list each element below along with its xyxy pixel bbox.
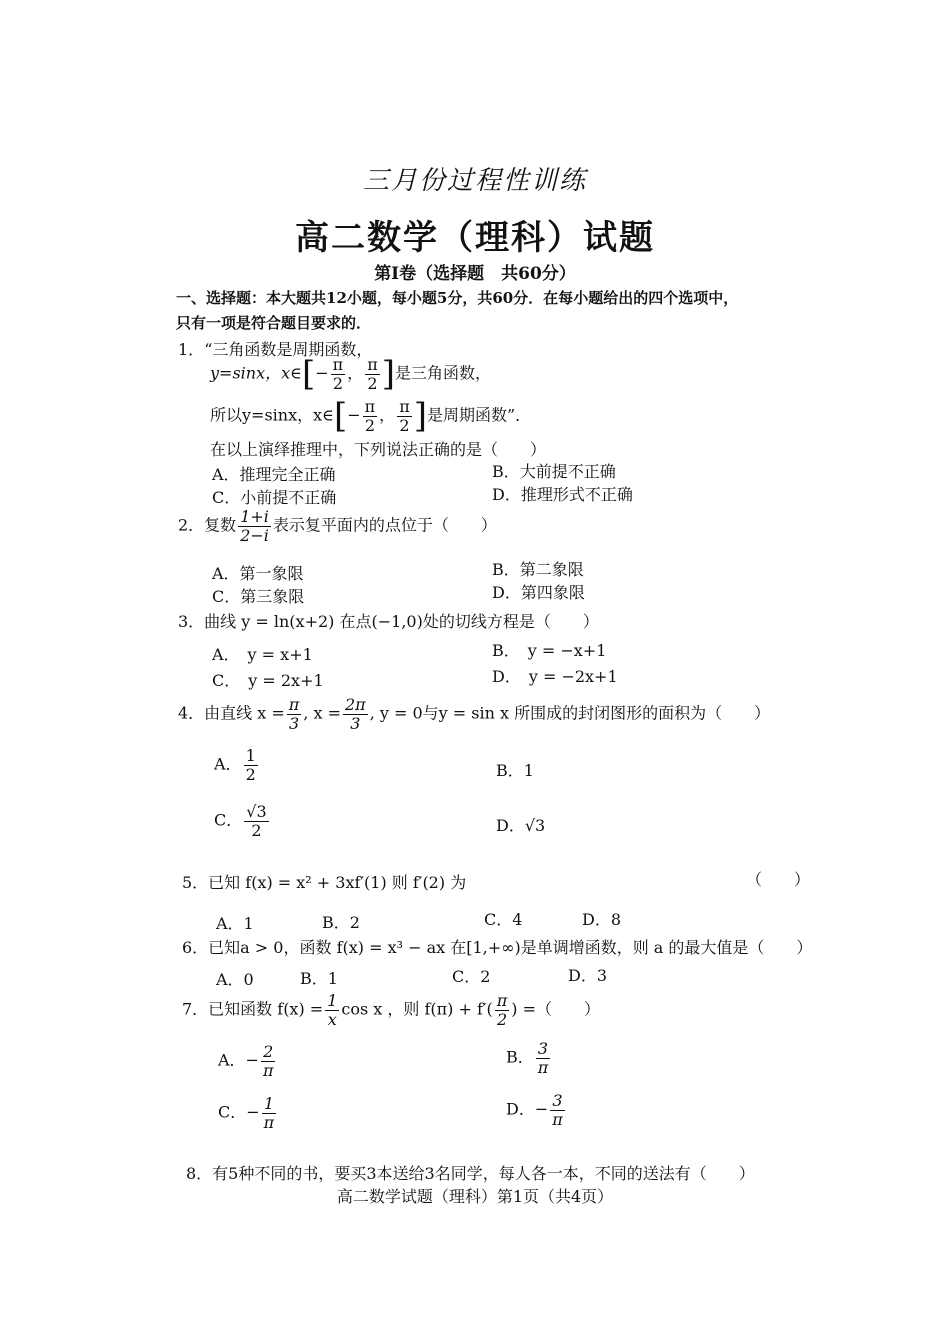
fraction-denominator: π bbox=[263, 1112, 275, 1132]
fraction-denominator: 2 bbox=[251, 820, 262, 840]
option-label: C．− bbox=[218, 1102, 260, 1122]
fraction-denominator: 3 bbox=[350, 713, 361, 733]
question-text: 4．由直线 x = bbox=[178, 703, 285, 723]
option-label: A．− bbox=[218, 1050, 259, 1070]
q4-option-c bbox=[214, 803, 271, 839]
fraction bbox=[363, 398, 378, 434]
fraction-numerator: 1 bbox=[245, 746, 256, 765]
left-bracket: [ bbox=[333, 396, 348, 437]
option-label: C． bbox=[214, 810, 243, 830]
question-text: 7．已知函数 f(x) = bbox=[182, 999, 324, 1019]
fraction-numerator: π bbox=[399, 397, 410, 416]
q5-option-a: A．1 bbox=[216, 914, 254, 933]
fraction-numerator: 1 bbox=[263, 1094, 274, 1113]
q6-option-b: B．1 bbox=[300, 969, 338, 988]
fraction-numerator: π bbox=[288, 695, 300, 714]
q1-option-b: B．大前提不正确 bbox=[492, 462, 616, 481]
fraction bbox=[397, 398, 412, 434]
q5-option-b: B．2 bbox=[322, 913, 360, 932]
q2-option-c: C．第三象限 bbox=[212, 587, 305, 606]
fraction bbox=[495, 992, 510, 1028]
q1-option-a: A．推理完全正确 bbox=[212, 465, 336, 484]
q6-option-c: C．2 bbox=[452, 967, 491, 986]
part-heading: 第Ⅰ卷（选择题 共60分） bbox=[374, 264, 576, 284]
question-text: 表示复平面内的点位于（ ） bbox=[272, 515, 497, 535]
question-2-stem bbox=[178, 508, 497, 544]
q4-option-d: D．√3 bbox=[496, 816, 546, 835]
fraction-numerator: 3 bbox=[537, 1039, 549, 1058]
page-footer: 高二数学试题（理科）第1页（共4页） bbox=[336, 1187, 614, 1206]
fraction-denominator: 2 bbox=[245, 764, 256, 784]
comma: ， bbox=[347, 363, 364, 383]
fraction-denominator: 2−i bbox=[240, 525, 269, 545]
q7-option-a bbox=[218, 1043, 277, 1079]
fraction-denominator: 2 bbox=[399, 415, 410, 435]
right-bracket: ] bbox=[381, 354, 395, 395]
question-number: 1． bbox=[178, 340, 205, 359]
q6-option-d: D．3 bbox=[568, 966, 608, 985]
fraction-numerator: 2 bbox=[263, 1042, 274, 1061]
left-bracket: [ bbox=[301, 354, 316, 395]
q5-answer-blank: （ ） bbox=[746, 870, 811, 889]
q2-option-d: D．第四象限 bbox=[492, 583, 585, 602]
minus-sign: − bbox=[347, 405, 361, 425]
fraction-numerator: 1 bbox=[327, 991, 338, 1010]
fraction-denominator: 2 bbox=[364, 415, 375, 435]
fraction-numerator: π bbox=[332, 355, 344, 374]
fraction-denominator: 3 bbox=[288, 713, 300, 733]
q3-option-b: B． y = −x+1 bbox=[492, 641, 607, 660]
fraction-numerator: π bbox=[496, 991, 508, 1010]
option-label: B． bbox=[506, 1047, 534, 1067]
q5-option-d: D．8 bbox=[582, 910, 622, 929]
q1-option-c: C．小前提不正确 bbox=[212, 488, 337, 507]
fraction-denominator: 2 bbox=[332, 373, 343, 393]
question-1-line-3 bbox=[210, 396, 532, 437]
option-label: D．− bbox=[506, 1099, 549, 1119]
fraction bbox=[331, 356, 346, 392]
instructions-line-2: 只有一项是符合题目要求的． bbox=[176, 314, 372, 332]
fraction bbox=[262, 1095, 277, 1131]
fraction bbox=[238, 508, 271, 544]
q5-option-c: C．4 bbox=[484, 910, 523, 929]
fraction bbox=[244, 747, 258, 783]
fraction-numerator: 2π bbox=[345, 695, 366, 714]
fraction-denominator: 2 bbox=[496, 1009, 508, 1029]
question-text: cos x ，则 f(π) + f′( bbox=[341, 999, 493, 1019]
fraction-denominator: x bbox=[327, 1009, 337, 1029]
question-text: 是三角函数， bbox=[394, 363, 491, 383]
comma: ， bbox=[379, 405, 396, 425]
fraction bbox=[325, 992, 339, 1028]
question-3-stem: 3．曲线 y = ln(x+2) 在点(−1,0)处的切线方程是（ ） bbox=[178, 612, 599, 631]
q4-option-b: B．1 bbox=[496, 761, 534, 780]
math-expression: 所以y=sinx，x∈ bbox=[210, 405, 334, 425]
q2-option-b: B．第二象限 bbox=[492, 560, 584, 579]
fraction-numerator: 1+i bbox=[240, 507, 269, 526]
question-8-stem: 8．有5种不同的书，要买3本送给3名同学，每人各一本，不同的送法有（ ） bbox=[186, 1164, 755, 1183]
question-text: “三角函数是周期函数， bbox=[204, 340, 373, 359]
q4-option-a bbox=[214, 747, 260, 783]
right-bracket: ] bbox=[413, 396, 427, 437]
fraction bbox=[244, 803, 268, 839]
question-1-line-4: 在以上演绎推理中，下列说法正确的是（ ） bbox=[210, 440, 547, 459]
instructions-line-1: 一、选择题：本大题共12小题，每小题5分，共60分．在每小题给出的四个选项中， bbox=[176, 289, 739, 307]
q7-option-c bbox=[218, 1095, 278, 1131]
question-6-stem: 6．已知a > 0，函数 f(x) = x³ − ax 在[1,+∞)是单调增函数，则 a 的最大值是（ ） bbox=[182, 938, 813, 957]
fraction bbox=[536, 1040, 551, 1076]
question-text: 是周期函数”． bbox=[426, 405, 532, 425]
minus-sign: − bbox=[315, 363, 329, 383]
fraction-denominator: π bbox=[552, 1109, 563, 1129]
option-label: A． bbox=[214, 754, 242, 774]
question-4-stem bbox=[178, 696, 770, 732]
question-text: ) =（ ） bbox=[511, 999, 601, 1019]
question-text: , y = 0与y = sin x 所围成的封闭图形的面积为（ ） bbox=[369, 703, 771, 723]
q7-option-d bbox=[506, 1092, 567, 1128]
exam-title: 高二数学（理科）试题 bbox=[295, 218, 655, 258]
fraction bbox=[261, 1043, 276, 1079]
fraction bbox=[550, 1092, 565, 1128]
question-number: 2．复数 bbox=[178, 515, 237, 535]
math-expression: y=sinx，x∈ bbox=[210, 363, 302, 383]
fraction-denominator: π bbox=[537, 1057, 549, 1077]
fraction bbox=[343, 696, 368, 732]
q3-option-d: D． y = −2x+1 bbox=[492, 667, 618, 686]
fraction-numerator: π bbox=[364, 397, 376, 416]
q1-option-d: D．推理形式不正确 bbox=[492, 485, 633, 504]
question-1-line-2 bbox=[210, 354, 491, 395]
q3-option-c: C． y = 2x+1 bbox=[212, 671, 324, 690]
fraction-numerator: √3 bbox=[246, 802, 267, 821]
fraction bbox=[287, 696, 302, 732]
q3-option-a: A． y = x+1 bbox=[212, 645, 313, 664]
q2-option-a: A．第一象限 bbox=[212, 564, 304, 583]
fraction-denominator: π bbox=[262, 1060, 274, 1080]
q6-option-a: A．0 bbox=[216, 970, 254, 989]
question-7-stem bbox=[182, 992, 600, 1028]
fraction-denominator: 2 bbox=[367, 373, 378, 393]
exam-subtitle: 三月份过程性训练 bbox=[362, 166, 587, 196]
question-text: , x = bbox=[303, 703, 341, 723]
question-5-stem: 5．已知 f(x) = x² + 3xf′(1) 则 f′(2) 为 bbox=[182, 873, 467, 892]
fraction-numerator: π bbox=[367, 355, 378, 374]
q7-option-b bbox=[506, 1040, 552, 1076]
fraction-numerator: 3 bbox=[552, 1091, 563, 1110]
fraction bbox=[365, 356, 380, 392]
